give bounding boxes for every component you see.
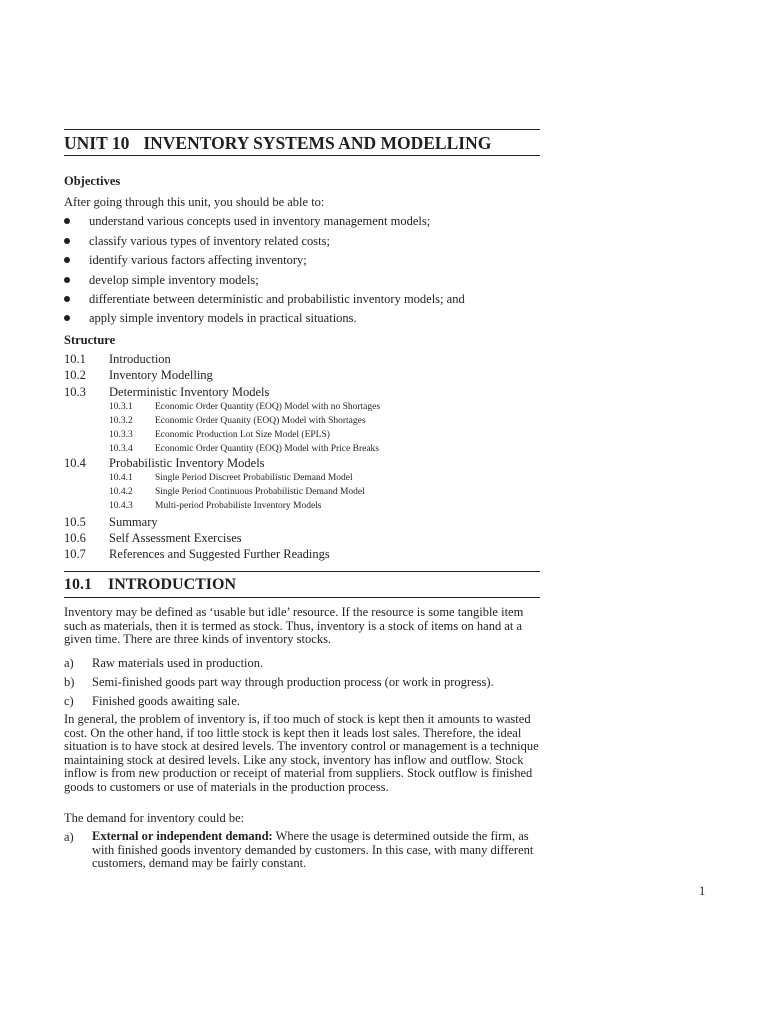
title-rule — [64, 155, 540, 156]
objective-item: classify various types of inventory related costs; — [89, 234, 330, 248]
substructure-item: Economic Order Quantity (EOQ) Model with Price Breaks — [155, 444, 379, 454]
structure-item: Inventory Modelling — [109, 368, 213, 382]
substructure-item: Economic Order Quantity (EOQ) Model with no Shortages — [155, 402, 381, 412]
substructure-number: 10.4.2 — [109, 487, 133, 497]
substructure-number: 10.3.2 — [109, 416, 133, 426]
list-marker: b) — [64, 675, 75, 689]
bullet-icon — [64, 238, 70, 244]
substructure-item: Multi-period Probabiliste Inventory Models — [155, 501, 322, 511]
substructure-number: 10.4.3 — [109, 501, 133, 511]
structure-number: 10.7 — [64, 547, 86, 561]
demand-intro: The demand for inventory could be: — [64, 811, 245, 825]
structure-item: Self Assessment Exercises — [109, 531, 242, 545]
structure-item: Probabilistic Inventory Models — [109, 456, 265, 470]
list-marker: a) — [64, 830, 74, 844]
bullet-icon — [64, 277, 70, 283]
structure-number: 10.5 — [64, 515, 86, 529]
bullet-icon — [64, 315, 70, 321]
structure-item: Summary — [109, 515, 158, 529]
top-rule — [64, 129, 540, 130]
unit-title: UNIT 10 INVENTORY SYSTEMS AND MODELLING — [64, 133, 492, 153]
stock-item: Semi-finished goods part way through production process (or work in progress). — [92, 675, 494, 689]
structure-number: 10.1 — [64, 352, 86, 366]
page-number: 1 — [699, 884, 706, 898]
stock-item: Raw materials used in production. — [92, 656, 264, 670]
substructure-number: 10.3.4 — [109, 444, 133, 454]
list-marker: c) — [64, 694, 74, 708]
section-bottom-rule — [64, 597, 540, 598]
structure-item: References and Suggested Further Readings — [109, 547, 330, 561]
structure-number: 10.2 — [64, 368, 86, 382]
objective-item: identify various factors affecting inventory; — [89, 253, 307, 267]
substructure-number: 10.4.1 — [109, 473, 133, 483]
body-paragraph: In general, the problem of inventory is, if too much of stock is kept then it amounts to wasted cost. On the other hand, if too little stock is kept then it leads lost sales. Therefore, the ideal situation is to have stock at desired levels. The inventory control or management is a technique maintaining stock at desired levels. Like any stock, inventory has inflow and outflow. Stock inflow is from new production or receipt of material from suppliers. Stock outflow is finished goods to customers or use of materials in the production process. — [64, 712, 539, 794]
structure-item: Introduction — [109, 352, 171, 366]
structure-number: 10.4 — [64, 456, 86, 470]
bullet-icon — [64, 257, 70, 263]
demand-item: External or independent demand: Where the usage is determined outside the firm, as with finished goods inventory demanded by customers. In this case, with many different customers, demand may be fairly constant. — [92, 829, 534, 871]
section-top-rule — [64, 571, 540, 572]
substructure-item: Economic Order Quanity (EOQ) Model with Shortages — [155, 416, 366, 426]
objectives-heading: Objectives — [64, 174, 121, 188]
structure-heading: Structure — [64, 333, 116, 347]
substructure-item: Single Period Discreet Probabilistic Demand Model — [155, 473, 353, 483]
list-marker: a) — [64, 656, 74, 670]
objective-item: apply simple inventory models in practical situations. — [89, 311, 357, 325]
substructure-number: 10.3.1 — [109, 402, 133, 412]
bullet-icon — [64, 218, 70, 224]
bullet-icon — [64, 296, 70, 302]
structure-item: Deterministic Inventory Models — [109, 385, 270, 399]
objective-item: develop simple inventory models; — [89, 273, 259, 287]
section-heading: 10.1 INTRODUCTION — [64, 576, 237, 593]
substructure-number: 10.3.3 — [109, 430, 133, 440]
substructure-item: Economic Production Lot Size Model (EPLS) — [155, 430, 330, 440]
structure-number: 10.3 — [64, 385, 86, 399]
intro-paragraph: Inventory may be defined as ‘usable but idle’ resource. If the resource is some tangible item such as materials, then it is termed as stock. Thus, inventory is a stock of items on hand at a given time. There are three kinds of inventory stocks. — [64, 605, 524, 647]
objective-item: differentiate between deterministic and probabilistic inventory models; and — [89, 292, 465, 306]
objectives-intro: After going through this unit, you should be able to: — [64, 195, 325, 209]
stock-item: Finished goods awaiting sale. — [92, 694, 240, 708]
objective-item: understand various concepts used in inventory management models; — [89, 214, 431, 228]
substructure-item: Single Period Continuous Probabilistic Demand Model — [155, 487, 365, 497]
structure-number: 10.6 — [64, 531, 86, 545]
